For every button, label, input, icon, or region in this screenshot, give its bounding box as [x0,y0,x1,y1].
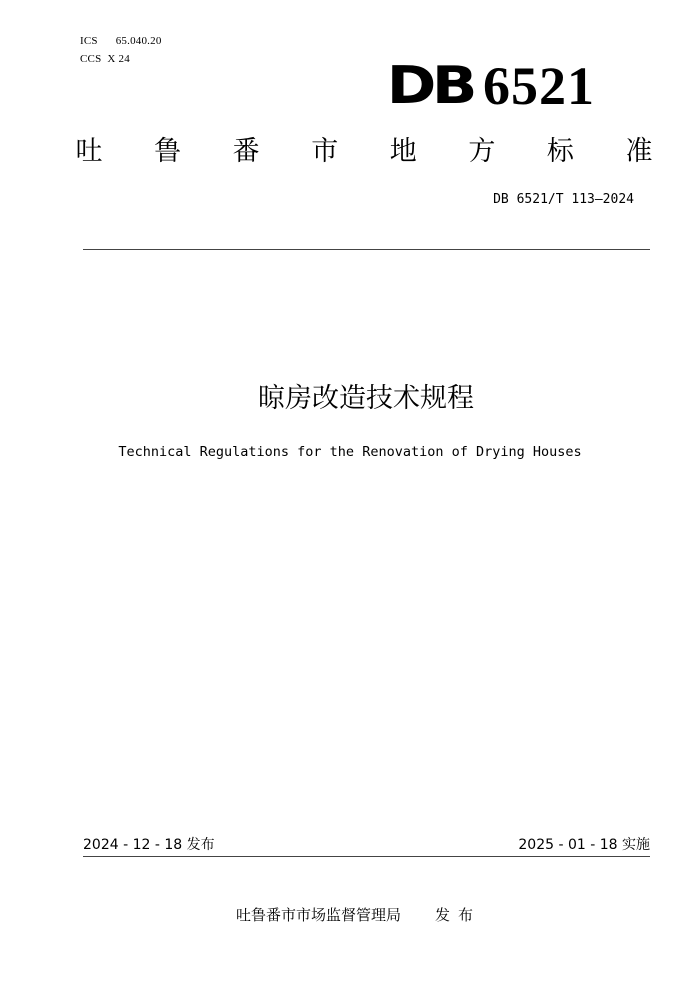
ics-label: ICS [80,35,98,47]
standard-type-char: 地 [389,136,417,167]
ics-classification [80,35,162,48]
standard-mark [386,56,595,116]
document-title-en: Technical Regulations for the Renovation of Drying Houses [118,444,582,460]
standard-type-heading [74,132,654,172]
issuer-action-char: 发 [435,906,451,924]
db-logo-letters: DB [386,56,473,116]
standard-type-char: 方 [468,136,496,167]
issuer-action-char: 布 [458,906,474,924]
bottom-divider [83,856,650,857]
standard-type-char: 标 [546,136,574,167]
standard-type-char: 准 [625,136,653,167]
ccs-classification [80,53,130,66]
document-title-zh: 晾房改造技术规程 [258,383,474,414]
ics-value: 65.040.20 [115,35,162,47]
issue-date: 2024 - 12 - 18 发布 [83,837,215,853]
top-divider [83,249,650,250]
ccs-label: CCS [80,53,102,65]
db-region-number: 6521 [483,56,595,116]
standard-type-char: 番 [232,136,260,167]
standard-type-char: 鲁 [154,136,182,167]
ccs-value: X 24 [107,53,130,65]
standard-type-char: 吐 [75,136,103,167]
implementation-date: 2025 - 01 - 18 实施 [518,837,650,853]
standard-code: DB 6521/T 113—2024 [493,192,634,207]
issuing-authority [236,904,473,926]
issuer-name: 吐鲁番市市场监督管理局 [236,906,402,924]
standard-type-char: 市 [311,136,339,167]
